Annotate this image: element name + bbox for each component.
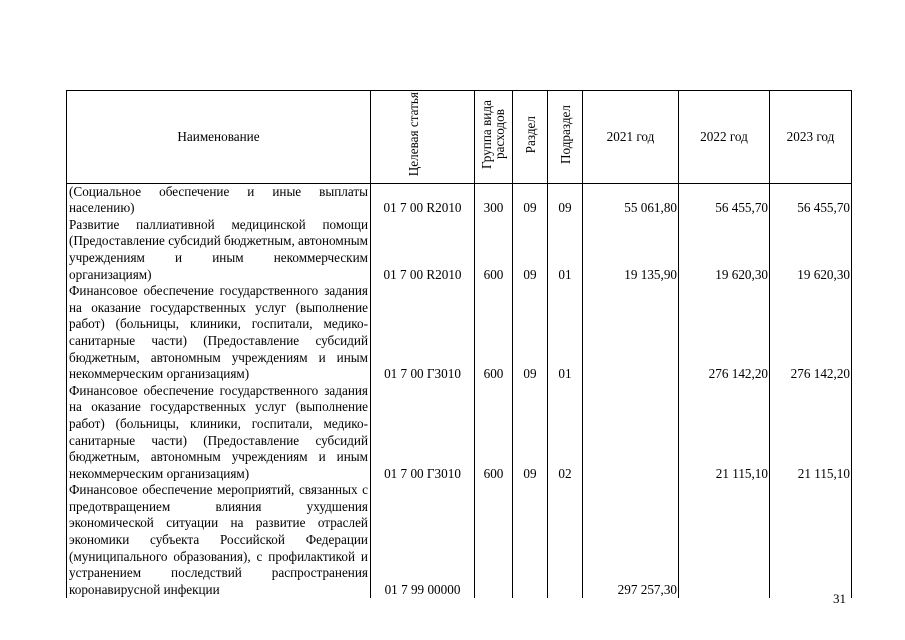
row-name: Финансовое обеспечение государственного задания на оказание государственных услуг (выполнение работ) (больницы, клиники, госпитали, медико-санитарные части) (Предоставление субсидий бюджетным, автономным учреждениям и иным некоммерческим организациям) <box>67 283 371 383</box>
row-group: 300 <box>475 183 513 217</box>
header-name: Наименование <box>67 91 371 184</box>
table-row <box>67 183 852 217</box>
row-2021: 55 061,80 <box>583 183 679 217</box>
row-section: 09 <box>513 217 548 283</box>
row-2021 <box>583 283 679 383</box>
row-2023: 21 115,10 <box>770 383 852 483</box>
budget-table-frame <box>66 90 851 597</box>
table-header-row <box>67 91 852 184</box>
header-target: Целевая статья <box>371 91 475 184</box>
row-2023: 276 142,20 <box>770 283 852 383</box>
header-group: Группа вида расходов <box>475 91 513 184</box>
row-name: (Социальное обеспечение и иные выплаты населению) <box>67 183 371 217</box>
row-target: 01 7 00 Г3010 <box>371 283 475 383</box>
header-2021: 2021 год <box>583 91 679 184</box>
row-target: 01 7 00 R2010 <box>371 217 475 283</box>
table-row <box>67 482 852 598</box>
row-2023: 56 455,70 <box>770 183 852 217</box>
row-group: 600 <box>475 217 513 283</box>
row-section: 09 <box>513 383 548 483</box>
header-2022: 2022 год <box>679 91 770 184</box>
row-2022: 19 620,30 <box>679 217 770 283</box>
row-2022: 21 115,10 <box>679 383 770 483</box>
row-target: 01 7 00 Г3010 <box>371 383 475 483</box>
header-subsection: Подраздел <box>548 91 583 184</box>
row-section <box>513 482 548 598</box>
row-name: Финансовое обеспечение мероприятий, связанных с предотвращением влияния ухудшения экономической ситуации на развитие отраслей экономики субъекта Российской Федерации (муниципального образования), с профилактикой и устранением последствий распространения коронавирусной инфекции <box>67 482 371 598</box>
row-section: 09 <box>513 183 548 217</box>
row-name: Финансовое обеспечение государственного задания на оказание государственных услуг (выполнение работ) (больницы, клиники, госпитали, медико-санитарные части) (Предоставление субсидий бюджетным, автономным учреждениям и иным некоммерческим организациям) <box>67 383 371 483</box>
row-group: 600 <box>475 283 513 383</box>
table-row <box>67 383 852 483</box>
row-2023 <box>770 482 852 598</box>
row-subsection: 01 <box>548 217 583 283</box>
row-subsection: 01 <box>548 283 583 383</box>
row-2021: 297 257,30 <box>583 482 679 598</box>
budget-table <box>66 90 852 598</box>
table-row <box>67 283 852 383</box>
row-subsection: 02 <box>548 383 583 483</box>
row-2021: 19 135,90 <box>583 217 679 283</box>
row-section: 09 <box>513 283 548 383</box>
header-2023: 2023 год <box>770 91 852 184</box>
page-number: 31 <box>833 591 846 606</box>
row-group <box>475 482 513 598</box>
row-2022 <box>679 482 770 598</box>
row-target: 01 7 99 00000 <box>371 482 475 598</box>
row-2023: 19 620,30 <box>770 217 852 283</box>
row-target: 01 7 00 R2010 <box>371 183 475 217</box>
row-group: 600 <box>475 383 513 483</box>
table-row <box>67 217 852 283</box>
row-subsection: 09 <box>548 183 583 217</box>
row-2022: 56 455,70 <box>679 183 770 217</box>
row-name: Развитие паллиативной медицинской помощи (Предоставление субсидий бюджетным, автономным учреждениям и иным некоммерческим организациям) <box>67 217 371 283</box>
row-2022: 276 142,20 <box>679 283 770 383</box>
header-section: Раздел <box>513 91 548 184</box>
row-2021 <box>583 383 679 483</box>
row-subsection <box>548 482 583 598</box>
